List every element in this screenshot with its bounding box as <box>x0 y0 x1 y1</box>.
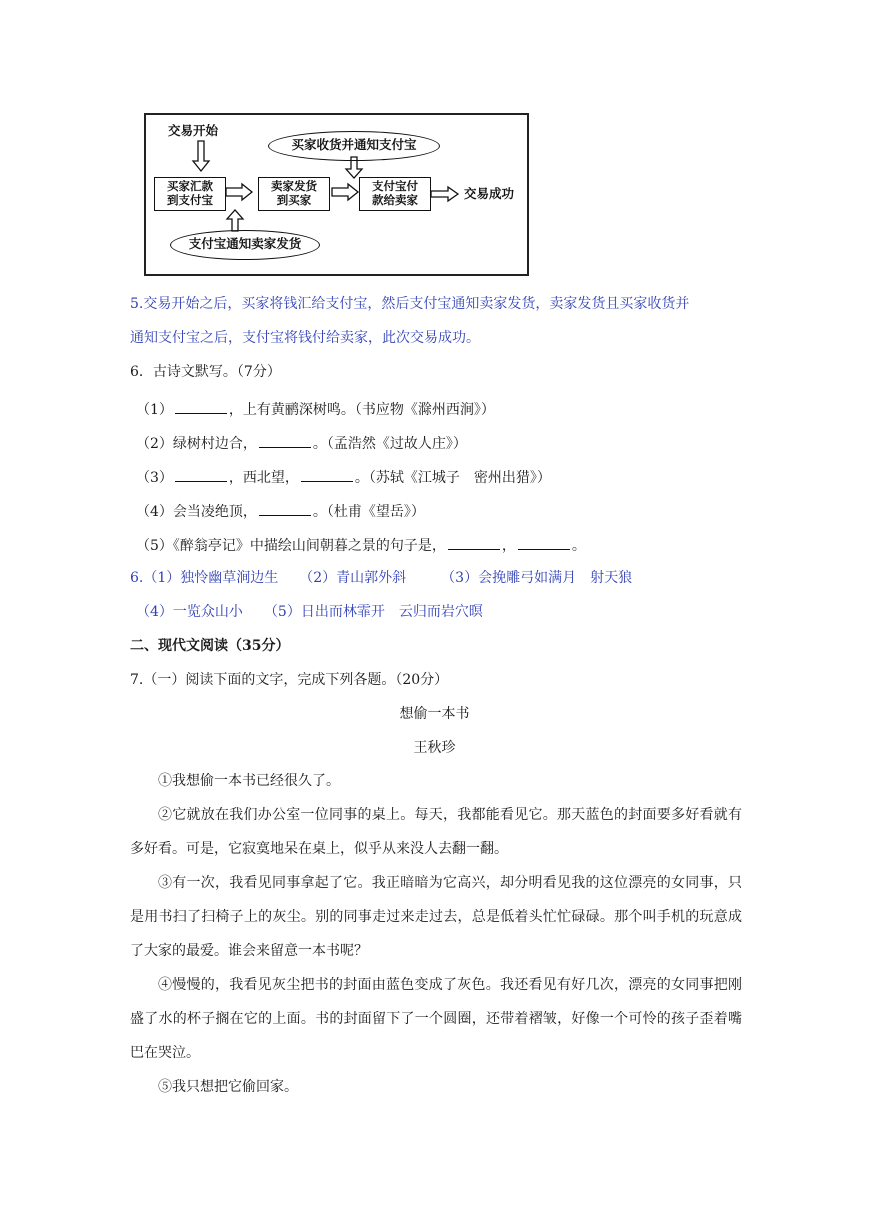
q6-item-3-num: （3） <box>136 470 173 486</box>
answer5-line2: 通知支付宝之后，支付宝将钱付给卖家，此次交易成功。 <box>130 330 480 346</box>
answer-blank[interactable] <box>301 469 353 482</box>
q6-item-2 <box>136 435 467 451</box>
flow-box-buyer-pay: 买家汇款 到支付宝 <box>154 177 226 211</box>
flow-oval-alipay-notify: 支付宝通知卖家发货 <box>170 230 320 260</box>
answer-blank[interactable] <box>448 537 500 550</box>
q6-item-5 <box>136 537 586 553</box>
article-title: 想偷一本书 <box>399 706 470 722</box>
flow-start-label: 交易开始 <box>168 123 219 138</box>
q7-intro: 7.（一）阅读下面的文字，完成下列各题。（20分） <box>130 672 449 688</box>
flowchart-figure <box>144 113 529 276</box>
q6-item-4-num: （4）会当凌绝顶， <box>136 504 257 520</box>
answer-blank[interactable] <box>518 537 570 550</box>
answer-blank[interactable] <box>175 469 227 482</box>
q6-item-3-after: 。（苏轼《江城子 密州出猎》） <box>354 470 551 486</box>
q6-item-3-mid: ，西北望， <box>228 470 299 486</box>
flow-end-label: 交易成功 <box>464 186 515 201</box>
q6-item-1-after: ，上有黄鹂深树鸣。（书应物《滁州西涧》） <box>228 402 495 418</box>
q6-title: 6．古诗文默写。（7分） <box>130 364 281 380</box>
q6-item-3 <box>136 469 551 485</box>
article-paragraph: ③有一次，我看见同事拿起了它。我正暗暗为它高兴，却分明看见我的这位漂亮的女同事，只是用书扫了扫椅子上的灰尘。别的同事走过来走过去，总是低着头忙忙碌碌。那个叫手机的玩意成了大家的最爱。谁会来留意一本书呢？ <box>130 875 742 959</box>
q6-item-1 <box>136 401 495 417</box>
answer-blank[interactable] <box>259 435 311 448</box>
answer6-line1: 6.（1）独怜幽草涧边生 （2）青山郭外斜 （3）会挽雕弓如满月 射天狼 <box>130 570 633 586</box>
article-paragraph: ④慢慢的，我看见灰尘把书的封面由蓝色变成了灰色。我还看见有好几次，漂亮的女同事把刚盛了水的杯子搁在它的上面。书的封面留下了一个圆圈，还带着褶皱，好像一个可怜的孩子歪着嘴巴在哭泣。 <box>130 977 742 1061</box>
q6-item-5-after: 。 <box>571 538 586 554</box>
flow-oval-buyer-receive: 买家收货并通知支付宝 <box>268 131 440 161</box>
q6-item-1-num: （1） <box>136 402 173 418</box>
q6-item-4-after: 。（杜甫《望岳》） <box>312 504 425 520</box>
article-paragraph: ②它就放在我们办公室一位同事的桌上。每天，我都能看见它。那天蓝色的封面要多好看就有多好看。可是，它寂寞地呆在桌上，似乎从来没人去翻一翻。 <box>130 807 742 857</box>
article-paragraph: ⑤我只想把它偷回家。 <box>158 1079 298 1095</box>
flow-box-seller-ship: 卖家发货 到买家 <box>258 177 330 211</box>
section-heading: 二、现代文阅读（35分） <box>130 638 290 654</box>
article-paragraph: ①我想偷一本书已经很久了。 <box>158 773 340 789</box>
answer6-line2: （4）一览众山小 （5）日出而林霏开 云归而岩穴暝 <box>136 604 483 620</box>
answer-blank[interactable] <box>259 503 311 516</box>
flow-box-alipay-pay: 支付宝付 款给卖家 <box>359 177 431 211</box>
article-author: 王秋珍 <box>413 740 456 756</box>
answer-blank[interactable] <box>175 401 227 414</box>
answer5-line1: 5.交易开始之后，买家将钱汇给支付宝，然后支付宝通知卖家发货，卖家发货且买家收货并 <box>130 296 690 312</box>
q6-item-5-num: （5）《醉翁亭记》中描绘山间朝暮之景的句子是， <box>136 538 446 554</box>
q6-item-2-num: （2）绿树村边合， <box>136 436 257 452</box>
q6-item-4 <box>136 503 425 519</box>
q6-item-5-mid: ， <box>501 538 516 554</box>
q6-item-2-after: 。（孟浩然《过故人庄》） <box>312 436 467 452</box>
